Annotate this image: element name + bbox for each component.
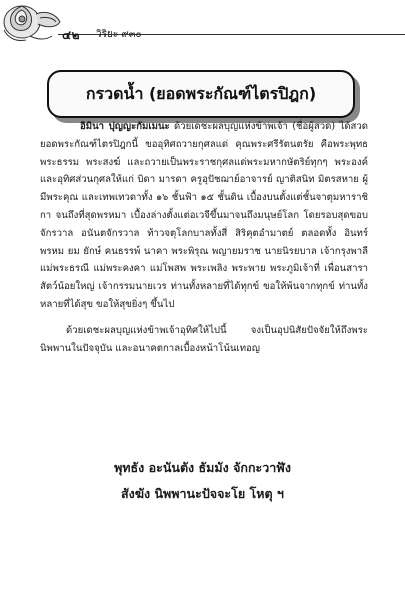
page-title: กรวดน้ำ (ยอดพระกัณฑ์ไตรปิฎก) [85, 83, 317, 103]
page-number: ๔๒ [62, 28, 80, 42]
paragraph-1 [40, 118, 368, 314]
flower-ornament-icon [0, 0, 66, 50]
closing-line-2: สังฆัง นิพพานะปัจจะโย โหตุ ฯ [121, 486, 284, 501]
book-title: วิริยะ ๙๓๐ [96, 29, 142, 40]
pali-lead: อิมินา ปุญญะกัมเมนะ [80, 121, 170, 132]
paragraph-1-text: ด้วยเดชะผลบุญแห่งข้าพเจ้า (ชื่อผู้สวด) ได้สวดยอดพระกัณฑ์ไตรปิฎกนี้ ขออุทิศถวายกุศลแด่ คุณพระศรีรัตนตรัย คือพระพุทธ พระธรรม พระสงฆ์ และถวายเป็นพระราชกุศลแด่พระมหากษัตริย์ทุกๆ พระองค์ และอุทิศส่วนกุศลให้แก่ บิดา มารดา ครูอุปัชฌาย์อาจารย์ ญาติสนิท มิตรสหาย ผู้มีพระคุณ และเทพเทวดาทั้ง ๑๖ ชั้นฟ้า ๑๕ ชั้นดิน เบื้องบนตั้งแต่ชั้นจาตุมหาราชิกา จนถึงที่สุดพรหมา เบื้องล่างตั้งแต่อเวจีขึ้นมาจนถึงมนุษย์โลก โดยรอบสุดขอบจักรวาล อนันตจักรวาล ท้าวจตุโลกบาลทั้งสี่ สิริคุตอำมาตย์ ตลอดทั้ง อินทร์ พรหม ยม ยักษ์ คนธรรพ์ นาคา พระพิรุณ พญายมราช นายนิรยบาล เจ้ากรุงพาลี แม่พระธรณี แม่พระคงคา แม่โพสพ พระเพลิง พระพาย พระภูมิเจ้าที่ เพื่อนสาราสัตว์น้อยใหญ่ เจ้ากรรมนายเวร ท่านทั้งหลายที่ได้ทุกข์ ขอให้พ้นจากทุกข์ ท่านทั้งหลายที่ได้สุข ขอให้สุขยิ่งๆ ขึ้นไป [40, 121, 368, 310]
closing-line-1: พุทธัง อะนันตัง ธัมมัง จักกะวาฬัง [114, 460, 291, 475]
title-box [47, 70, 355, 118]
chant-body [40, 118, 368, 357]
paragraph-2: ด้วยเดชะผลบุญแห่งข้าพเจ้าอุทิศให้ไปนี้ จงเป็นอุปนิสัยปัจจัยให้ถึงพระนิพพานในปัจจุบัน และอนาคตกาลเบื้องหน้าโน้นเทอญ [40, 324, 368, 354]
